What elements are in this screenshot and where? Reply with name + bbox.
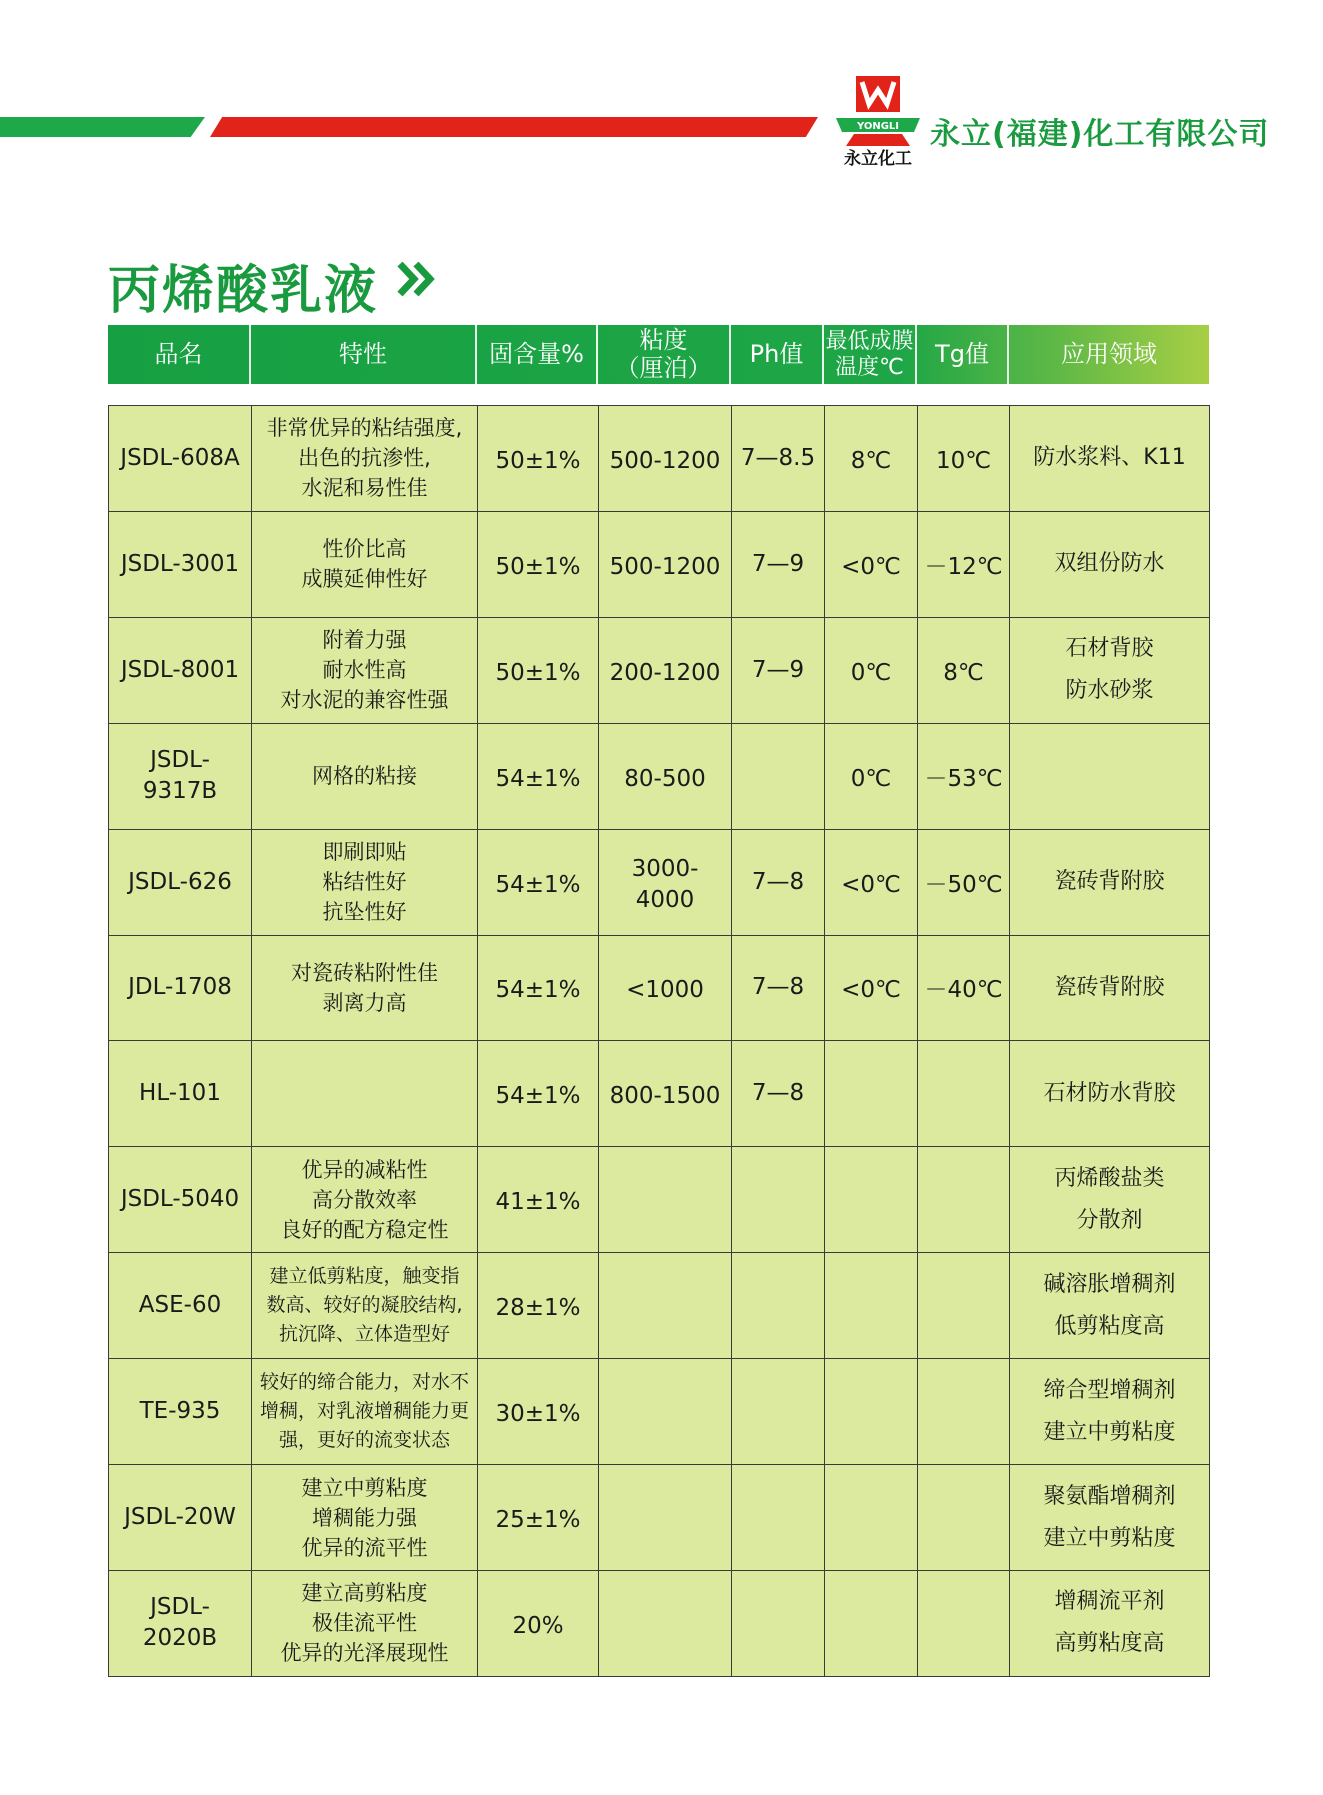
cell-solids: 54±1% (478, 1041, 599, 1147)
cell-ph: 7—8 (732, 829, 825, 935)
cell-features-line: 极佳流平性 (312, 1611, 417, 1636)
cell-solids: 54±1% (478, 723, 599, 829)
product-table (108, 405, 1210, 1677)
cell-ph: 7—8 (732, 1041, 825, 1147)
cell-features (252, 1147, 478, 1253)
cell-mfft: 0℃ (825, 617, 918, 723)
cell-applications (1010, 511, 1210, 617)
col-header-mfft-line1: 最低成膜 (825, 329, 914, 355)
col-header-features: 特性 (251, 325, 477, 384)
cell-ph: 7—9 (732, 617, 825, 723)
cell-features-line: 建立低剪粘度，触变指 (269, 1265, 460, 1288)
cell-features (252, 1359, 478, 1465)
cell-features (252, 935, 478, 1041)
cell-features-line: 抗沉降、立体造型好 (278, 1323, 450, 1346)
cell-viscosity: 500-1200 (599, 511, 732, 617)
cell-ph (732, 1147, 825, 1253)
cell-features-line: 良好的配方稳定性 (280, 1217, 449, 1242)
cell-features (252, 1041, 478, 1147)
table-row (109, 406, 1210, 512)
col-header-viscosity-line1: 粘度 (639, 325, 688, 354)
cell-name: JSDL-8001 (109, 617, 252, 723)
cell-applications (1010, 1570, 1210, 1676)
cell-mfft: <0℃ (825, 511, 918, 617)
cell-name: JSDL-608A (109, 406, 252, 512)
cell-mfft (825, 1465, 918, 1571)
table-row (109, 617, 1210, 723)
cell-features-line: 网格的粘接 (312, 764, 417, 789)
cell-features-line: 优异的流平性 (301, 1535, 428, 1560)
cell-applications-line: 丙烯酸盐类 (1054, 1165, 1165, 1191)
green-stripe (0, 117, 205, 137)
table-row (109, 829, 1210, 935)
table-header (108, 325, 1209, 384)
cell-features-line: 出色的抗渗性, (298, 446, 431, 471)
cell-name: ASE-60 (109, 1253, 252, 1359)
col-header-name: 品名 (108, 325, 251, 384)
cell-mfft: 0℃ (825, 723, 918, 829)
table-row (109, 1570, 1210, 1676)
cell-name: JSDL-9317B (109, 723, 252, 829)
cell-ph (732, 1359, 825, 1465)
cell-features-line: 耐水性高 (322, 658, 407, 683)
cell-tg: 10℃ (918, 406, 1010, 512)
cell-applications-line: 低剪粘度高 (1054, 1313, 1165, 1339)
company-name: 永立(福建)化工有限公司 (930, 117, 1270, 152)
cell-applications-line: 碱溶胀增稠剂 (1043, 1271, 1176, 1297)
cell-name: TE-935 (109, 1359, 252, 1465)
table-row (109, 1147, 1210, 1253)
cell-applications-line: 缔合型增稠剂 (1043, 1377, 1176, 1403)
col-header-solids: 固含量% (477, 325, 598, 384)
cell-features-line: 抗坠性好 (322, 900, 407, 925)
cell-features (252, 723, 478, 829)
cell-features-line: 增稠，对乳液增稠能力更 (259, 1400, 469, 1423)
cell-features (252, 511, 478, 617)
cell-solids: 20% (478, 1570, 599, 1676)
cell-features-line: 对水泥的兼容性强 (280, 688, 449, 713)
cell-applications-line: 石材防水背胶 (1043, 1080, 1176, 1106)
cell-tg (918, 1253, 1010, 1359)
cell-name: JSDL-20W (109, 1465, 252, 1571)
cell-viscosity: 80-500 (599, 723, 732, 829)
cell-viscosity: 200-1200 (599, 617, 732, 723)
table-row (109, 1253, 1210, 1359)
cell-applications (1010, 723, 1210, 829)
cell-viscosity (599, 1253, 732, 1359)
table-row (109, 723, 1210, 829)
double-chevron-right-icon (396, 258, 438, 300)
cell-applications-line: 防水浆料、K11 (1033, 445, 1186, 471)
cell-tg: －50℃ (918, 829, 1010, 935)
cell-applications (1010, 829, 1210, 935)
cell-features-line: 剥离力高 (322, 990, 407, 1015)
cell-mfft (825, 1041, 918, 1147)
table-row (109, 1041, 1210, 1147)
cell-features-line: 性价比高 (322, 537, 407, 562)
cell-tg (918, 1465, 1010, 1571)
cell-ph (732, 1253, 825, 1359)
cell-viscosity (599, 1570, 732, 1676)
cell-name: JSDL-5040 (109, 1147, 252, 1253)
cell-tg (918, 1570, 1010, 1676)
cell-applications (1010, 1359, 1210, 1465)
cell-features-line: 水泥和易性佳 (301, 476, 428, 501)
cell-features-line: 成膜延伸性好 (301, 567, 428, 592)
cell-viscosity: 800-1500 (599, 1041, 732, 1147)
cell-applications (1010, 1465, 1210, 1571)
cell-features-line: 即刷即贴 (322, 840, 407, 865)
col-header-mfft (824, 325, 917, 384)
cell-applications (1010, 935, 1210, 1041)
cell-tg (918, 1041, 1010, 1147)
cell-features (252, 406, 478, 512)
cell-mfft: 8℃ (825, 406, 918, 512)
cell-features-line: 附着力强 (322, 628, 407, 653)
cell-viscosity (599, 1359, 732, 1465)
col-header-ph: Ph值 (731, 325, 824, 384)
cell-features-line: 建立中剪粘度 (301, 1475, 428, 1500)
cell-solids: 54±1% (478, 829, 599, 935)
cell-applications (1010, 406, 1210, 512)
col-header-viscosity (598, 325, 731, 384)
cell-features-line: 非常优异的粘结强度, (266, 416, 463, 441)
cell-tg (918, 1359, 1010, 1465)
logo-caption: 永立化工 (844, 149, 912, 169)
cell-tg: －12℃ (918, 511, 1010, 617)
cell-viscosity (599, 1465, 732, 1571)
cell-features (252, 1253, 478, 1359)
cell-features (252, 617, 478, 723)
cell-tg: －40℃ (918, 935, 1010, 1041)
cell-features-line: 粘结性好 (322, 870, 407, 895)
cell-applications-line: 增稠流平剂 (1054, 1589, 1165, 1615)
cell-applications-line: 防水砂浆 (1065, 678, 1154, 704)
table-row (109, 1465, 1210, 1571)
cell-name: JSDL-626 (109, 829, 252, 935)
cell-applications-line: 瓷砖背附胶 (1054, 869, 1165, 895)
red-stripe (210, 117, 818, 137)
cell-features-line: 高分散效率 (312, 1187, 417, 1212)
cell-ph: 7—8 (732, 935, 825, 1041)
cell-applications-line: 石材背胶 (1065, 636, 1154, 662)
cell-features-line: 数高、较好的凝胶结构, (266, 1294, 463, 1317)
cell-mfft (825, 1570, 918, 1676)
cell-applications-line: 高剪粘度高 (1054, 1631, 1165, 1657)
cell-solids: 28±1% (478, 1253, 599, 1359)
cell-solids: 50±1% (478, 617, 599, 723)
cell-applications-line: 分散剂 (1076, 1207, 1143, 1233)
cell-features (252, 1465, 478, 1571)
cell-ph: 7—9 (732, 511, 825, 617)
col-header-mfft-line2: 温度℃ (835, 354, 904, 380)
cell-features (252, 829, 478, 935)
cell-tg: 8℃ (918, 617, 1010, 723)
col-header-applications: 应用领域 (1061, 339, 1157, 368)
cell-applications (1010, 1253, 1210, 1359)
cell-applications-line: 双组份防水 (1054, 551, 1165, 577)
cell-ph: 7—8.5 (732, 406, 825, 512)
cell-solids: 41±1% (478, 1147, 599, 1253)
cell-applications (1010, 1041, 1210, 1147)
cell-mfft (825, 1359, 918, 1465)
page-title: 丙烯酸乳液 (108, 261, 379, 321)
cell-features-line: 优异的光泽展现性 (280, 1641, 449, 1666)
cell-features-line: 建立高剪粘度 (301, 1581, 428, 1606)
col-header-viscosity-line2: （厘泊） (615, 353, 712, 382)
cell-solids: 25±1% (478, 1465, 599, 1571)
cell-solids: 54±1% (478, 935, 599, 1041)
cell-ph (732, 723, 825, 829)
cell-mfft (825, 1253, 918, 1359)
table-row (109, 1359, 1210, 1465)
cell-applications-line: 瓷砖背附胶 (1054, 974, 1165, 1000)
cell-name: JSDL-3001 (109, 511, 252, 617)
cell-applications (1010, 617, 1210, 723)
logo-wordmark: YONGLI (856, 121, 900, 132)
cell-viscosity: <1000 (599, 935, 732, 1041)
cell-solids: 30±1% (478, 1359, 599, 1465)
cell-viscosity (599, 1147, 732, 1253)
cell-ph (732, 1570, 825, 1676)
cell-ph (732, 1465, 825, 1571)
table-row (109, 511, 1210, 617)
cell-features-line: 优异的减粘性 (301, 1157, 428, 1182)
cell-viscosity: 3000-4000 (599, 829, 732, 935)
cell-name: HL-101 (109, 1041, 252, 1147)
cell-features-line: 增稠能力强 (312, 1505, 417, 1530)
col-header-tg: Tg值 (917, 325, 1009, 384)
cell-features-line: 较好的缔合能力，对水不 (259, 1371, 469, 1394)
cell-mfft: <0℃ (825, 829, 918, 935)
cell-applications-line: 建立中剪粘度 (1043, 1525, 1176, 1551)
cell-applications (1010, 1147, 1210, 1253)
cell-features-line: 对瓷砖粘附性佳 (291, 960, 438, 985)
cell-mfft: <0℃ (825, 935, 918, 1041)
cell-tg: －53℃ (918, 723, 1010, 829)
cell-tg (918, 1147, 1010, 1253)
cell-applications-line: 聚氨酯增稠剂 (1043, 1483, 1176, 1509)
cell-features (252, 1570, 478, 1676)
cell-solids: 50±1% (478, 511, 599, 617)
cell-viscosity: 500-1200 (599, 406, 732, 512)
table-row (109, 935, 1210, 1041)
cell-applications-line: 建立中剪粘度 (1043, 1419, 1176, 1445)
cell-features-line: 强，更好的流变状态 (278, 1429, 450, 1452)
cell-name: JDL-1708 (109, 935, 252, 1041)
cell-solids: 50±1% (478, 406, 599, 512)
cell-mfft (825, 1147, 918, 1253)
cell-name: JSDL-2020B (109, 1570, 252, 1676)
